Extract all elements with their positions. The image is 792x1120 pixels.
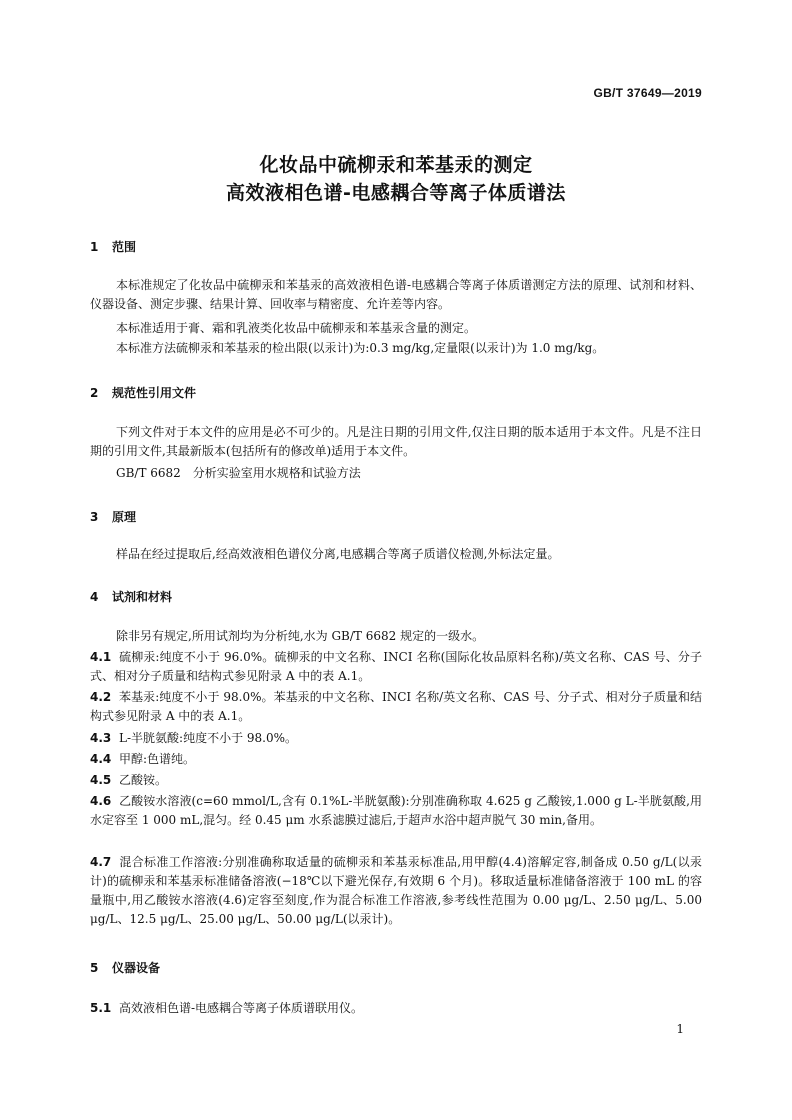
item-text: 高效液相色谱-电感耦合等离子体质谱联用仪。	[119, 1001, 364, 1015]
item-number: 4.4	[90, 752, 112, 766]
section-number: 5	[90, 961, 99, 975]
section-3-paragraph-1: 样品在经过提取后,经高效液相色谱仪分离,电感耦合等离子质谱仪检测,外标法定量。	[116, 547, 560, 561]
item-number: 4.6	[90, 794, 112, 808]
item-text: 甲醇:色谱纯。	[119, 752, 196, 766]
section-title: 试剂和材料	[112, 590, 173, 604]
section-1-heading	[90, 238, 136, 255]
section-5-heading	[90, 959, 160, 976]
section-1-paragraph-2: 本标准适用于膏、霜和乳液类化妆品中硫柳汞和苯基汞含量的测定。	[116, 321, 477, 335]
normative-reference: GB/T 6682 分析实验室用水规格和试验方法	[116, 466, 361, 480]
section-2-paragraph-1: 下列文件对于本文件的应用是必不可少的。凡是注日期的引用文件,仅注日期的版本适用于本文件。凡是不注日期的引用文件,其最新版本(包括所有的修改单)适用于本文件。	[90, 425, 702, 458]
item-text: 乙酸铵。	[119, 773, 168, 787]
item-text: 混合标准工作溶液:分别准确称取适量的硫柳汞和苯基汞标准品,用甲醇(4.4)溶解定容,制备成 0.50 g/L(以汞计)的硫柳汞和苯基汞标准储备溶液(−18℃以下避光保存,有效期 6 个月)。移取适量标准储备溶液于 100 mL 的容量瓶中,用乙酸铵水溶液(4.6)定容至刻度,作为混合标准工作溶液,参考线性范围为 0.00 μg/L、2.50 μg/L、5.00 μg/L、12.5 μg/L、25.00 μg/L、50.00 μg/L(以汞计)。	[90, 855, 702, 926]
section-1-paragraph-1: 本标准规定了化妆品中硫柳汞和苯基汞的高效液相色谱-电感耦合等离子体质谱测定方法的原理、试剂和材料、仪器设备、测定步骤、结果计算、回收率与精密度、允许差等内容。	[90, 278, 702, 311]
item-number: 4.2	[90, 690, 112, 704]
section-number: 3	[90, 510, 99, 524]
item-4-2	[90, 688, 702, 726]
item-4-3	[90, 729, 702, 748]
section-2-heading	[90, 384, 196, 401]
item-number: 4.5	[90, 773, 112, 787]
section-title: 范围	[112, 240, 137, 254]
item-4-7	[90, 853, 702, 929]
section-number: 4	[90, 590, 99, 604]
item-5-1	[90, 999, 702, 1018]
item-number: 4.7	[90, 855, 112, 869]
item-text: 乙酸铵水溶液(c=60 mmol/L,含有 0.1%L-半胱氨酸):分别准确称取 4.625 g 乙酸铵,1.000 g L-半胱氨酸,用水定容至 1 000 mL,混匀。经 0.45 μm 水系滤膜过滤后,于超声水浴中超声脱气 30 min,备用。	[90, 794, 702, 827]
item-4-5	[90, 771, 702, 790]
item-text: 硫柳汞:纯度不小于 96.0%。硫柳汞的中文名称、INCI 名称(国际化妆品原料名称)/英文名称、CAS 号、分子式、相对分子质量和结构式参见附录 A 中的表 A.1。	[90, 650, 702, 683]
section-1-paragraph-3: 本标准方法硫柳汞和苯基汞的检出限(以汞计)为:0.3 mg/kg,定量限(以汞计)为 1.0 mg/kg。	[116, 341, 605, 355]
section-title: 仪器设备	[112, 961, 161, 975]
document-title-line-1: 化妆品中硫柳汞和苯基汞的测定	[259, 154, 533, 176]
item-text: 苯基汞:纯度不小于 98.0%。苯基汞的中文名称、INCI 名称/英文名称、CAS 号、分子式、相对分子质量和结构式参见附录 A 中的表 A.1。	[90, 690, 702, 723]
item-number: 5.1	[90, 1001, 112, 1015]
section-number: 1	[90, 240, 99, 254]
section-4-intro: 除非另有规定,所用试剂均为分析纯,水为 GB/T 6682 规定的一级水。	[116, 629, 485, 643]
item-4-6	[90, 792, 702, 830]
section-number: 2	[90, 386, 99, 400]
page-number: 1	[676, 1022, 684, 1036]
section-title: 原理	[112, 510, 137, 524]
section-3-heading	[90, 508, 136, 525]
section-4-heading	[90, 588, 172, 605]
item-4-1	[90, 648, 702, 686]
document-title-line-2: 高效液相色谱-电感耦合等离子体质谱法	[226, 182, 566, 204]
item-number: 4.1	[90, 650, 112, 664]
item-4-4	[90, 750, 702, 769]
standard-code: GB/T 37649—2019	[593, 86, 702, 100]
item-number: 4.3	[90, 731, 112, 745]
section-title: 规范性引用文件	[112, 386, 197, 400]
item-text: L-半胱氨酸:纯度不小于 98.0%。	[119, 731, 298, 745]
